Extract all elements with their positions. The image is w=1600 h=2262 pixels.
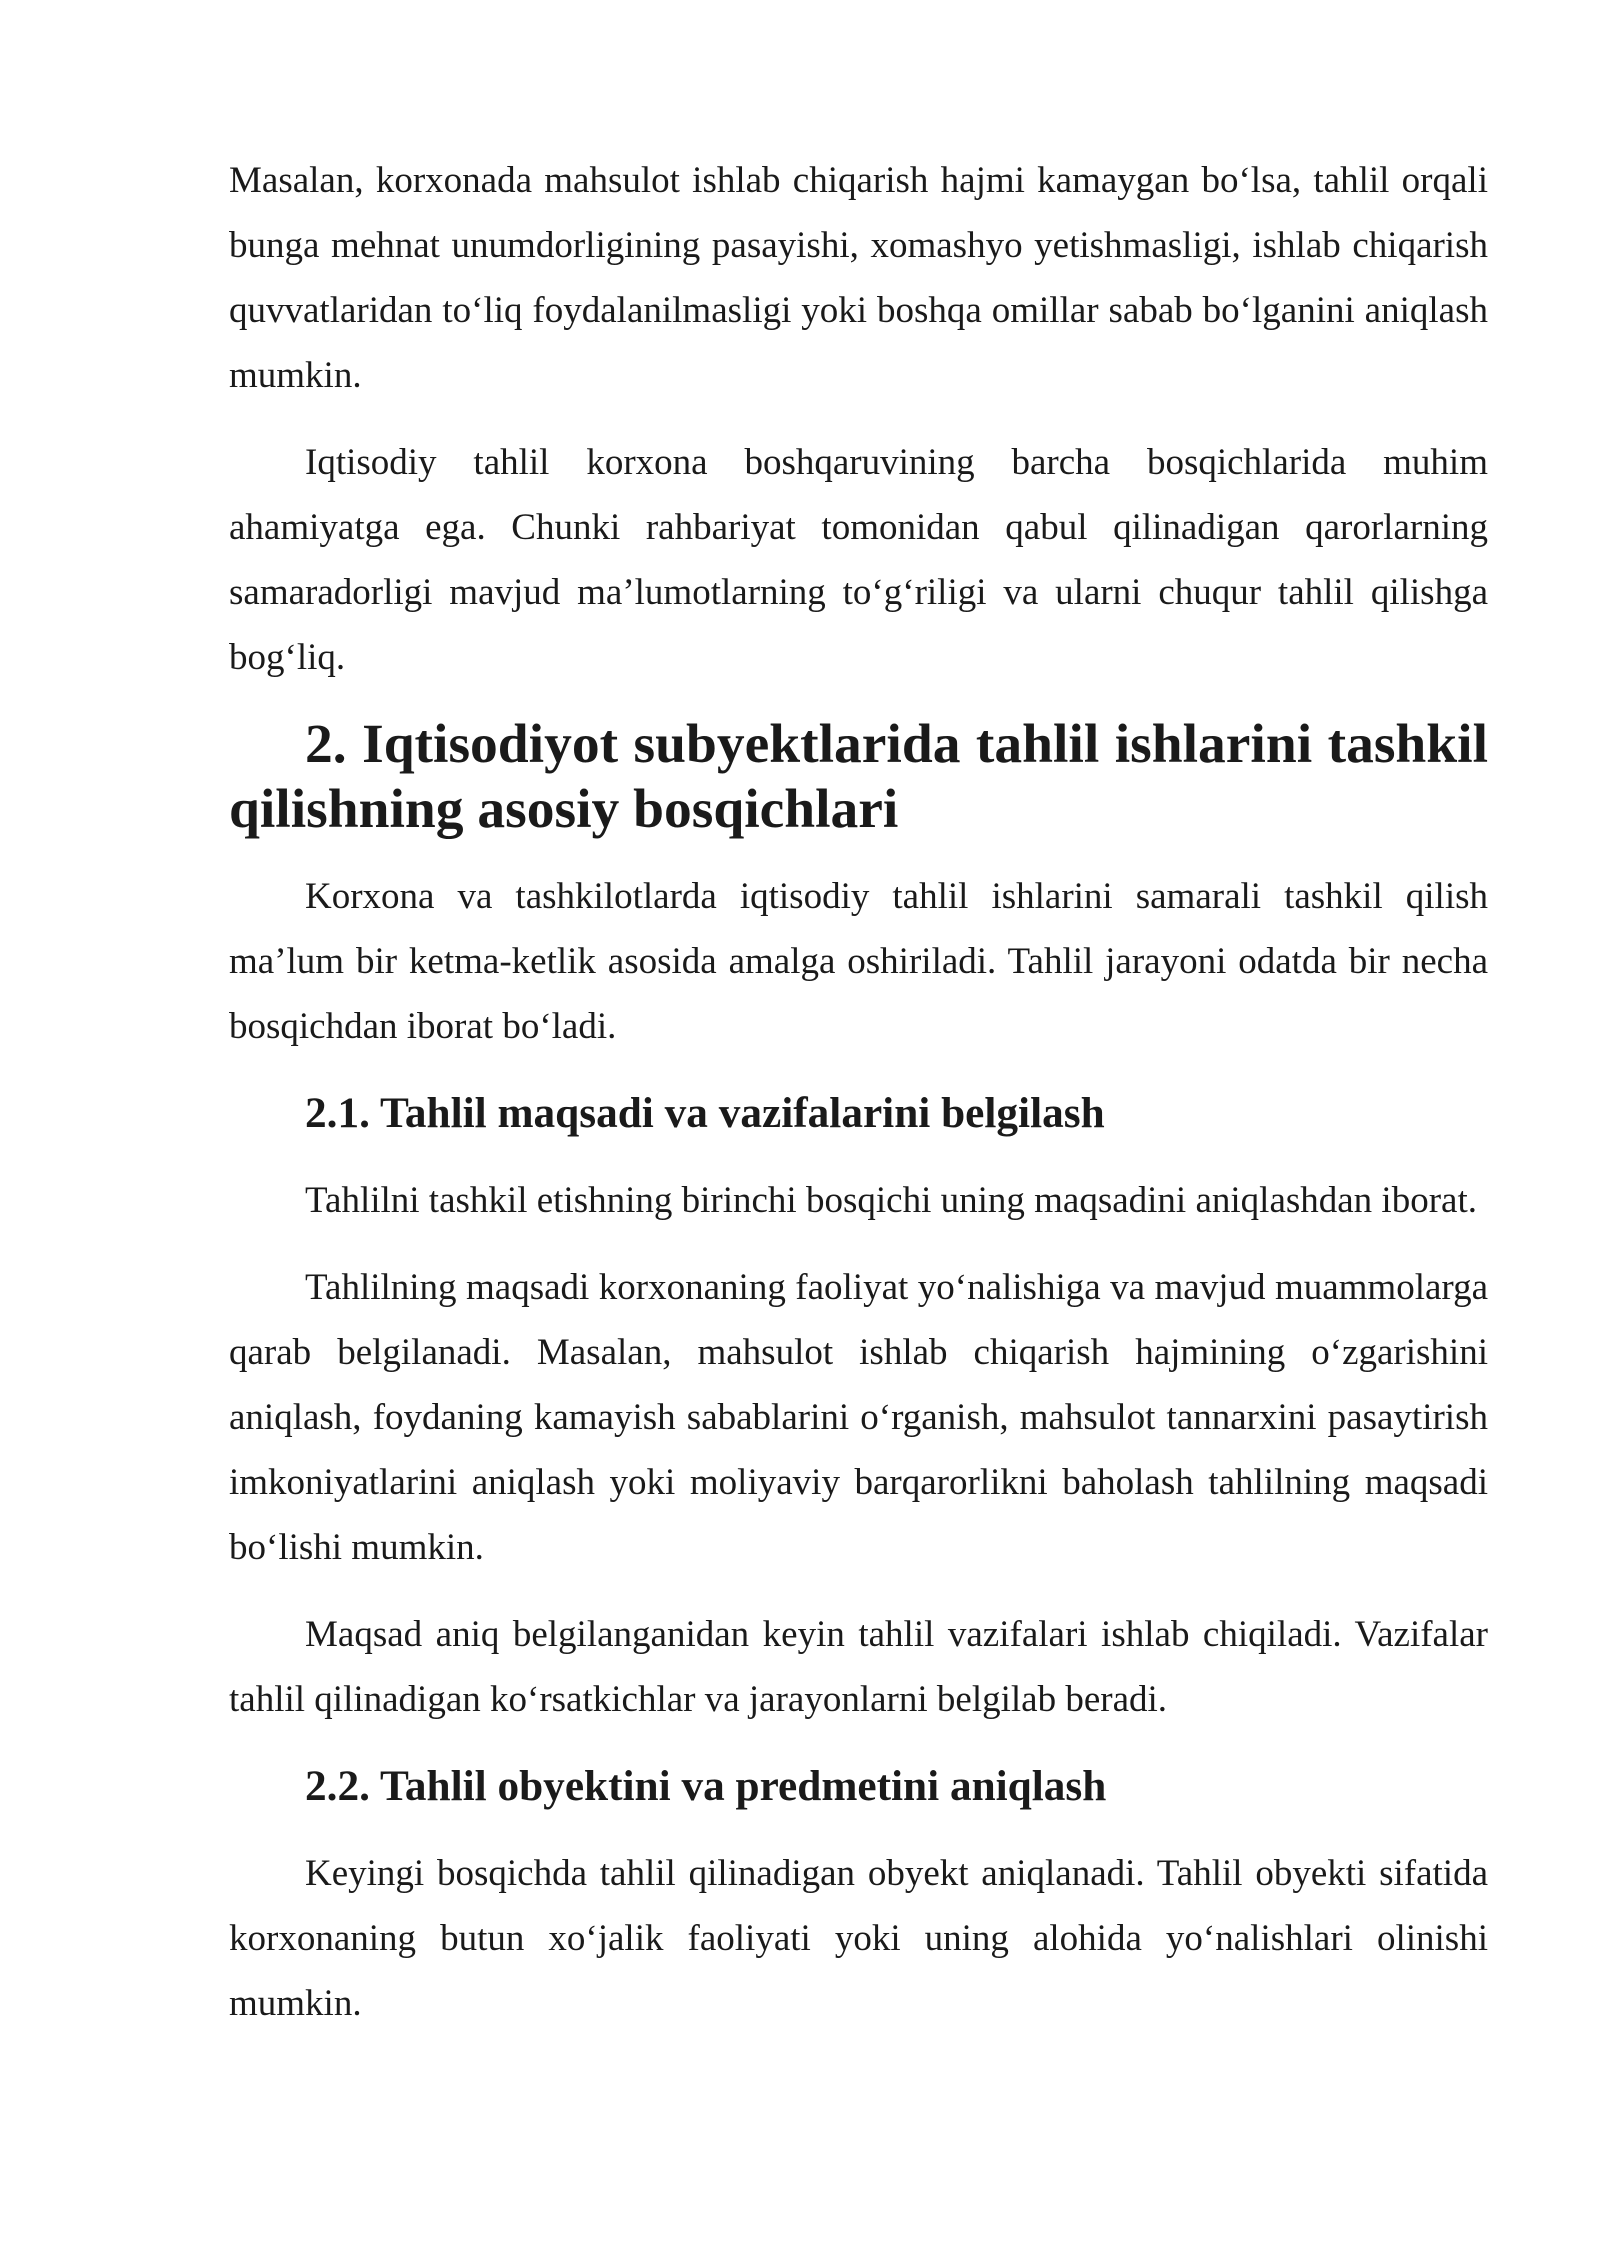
section-heading-2: 2. Iqtisodiyot subyektlarida tahlil ishlarini tashkil qilishning asosiy bosqichlari — [229, 714, 1488, 840]
paragraph-analysis-object: Keyingi bosqichda tahlil qilinadigan obyekt aniqlanadi. Tahlil obyekti sifatida korxonaning butun xo‘jalik faoliyati yoki uning alohida yo‘nalishlari olinishi mumkin. — [229, 1853, 1488, 2024]
subsection-heading-2-1: 2.1. Tahlil maqsadi va vazifalarini belgilash — [305, 1089, 1105, 1137]
paragraph-example-production: Masalan, korxonada mahsulot ishlab chiqarish hajmi kamaygan bo‘lsa, tahlil orqali bunga mehnat unumdorligining pasayishi, xomashyo yetishmasligi, ishlab chiqarish quvvatlaridan to‘liq foydalanilmasligi yoki boshqa omillar sabab bo‘lganini aniqlash mumkin. — [229, 160, 1488, 396]
paragraph-analysis-importance: Iqtisodiy tahlil korxona boshqaruvining barcha bosqichlarida muhim ahamiyatga ega. Chunki rahbariyat tomonidan qabul qilinadigan qarorlarning samaradorligi mavjud ma’lumotlarning to‘g‘riligi va ularni chuqur tahlil qilishga bog‘liq. — [229, 442, 1488, 678]
paragraph-stages-intro: Korxona va tashkilotlarda iqtisodiy tahlil ishlarini samarali tashkil qilish ma’lum bir ketma-ketlik asosida amalga oshiriladi. Tahlil jarayoni odatda bir necha bosqichdan iborat bo‘ladi. — [229, 876, 1488, 1047]
paragraph-analysis-goal: Tahlilning maqsadi korxonaning faoliyat yo‘nalishiga va mavjud muammolarga qarab belgilanadi. Masalan, mahsulot ishlab chiqarish hajmining o‘zgarishini aniqlash, foydaning kamayish sabablarini o‘rganish, mahsulot tannarxini pasaytirish imkoniyatlarini aniqlash yoki moliyaviy barqarorlikni baholash tahlilning maqsadi bo‘lishi mumkin. — [229, 1267, 1488, 1568]
document-page — [229, 148, 1488, 2058]
paragraph-analysis-tasks: Maqsad aniq belgilanganidan keyin tahlil vazifalari ishlab chiqiladi. Vazifalar tahlil qilinadigan ko‘rsatkichlar va jarayonlarni belgilab beradi. — [229, 1614, 1488, 1720]
paragraph-first-stage: Tahlilni tashkil etishning birinchi bosqichi uning maqsadini aniqlashdan iborat. — [305, 1180, 1477, 1221]
subsection-heading-2-2: 2.2. Tahlil obyektini va predmetini aniqlash — [305, 1762, 1107, 1810]
